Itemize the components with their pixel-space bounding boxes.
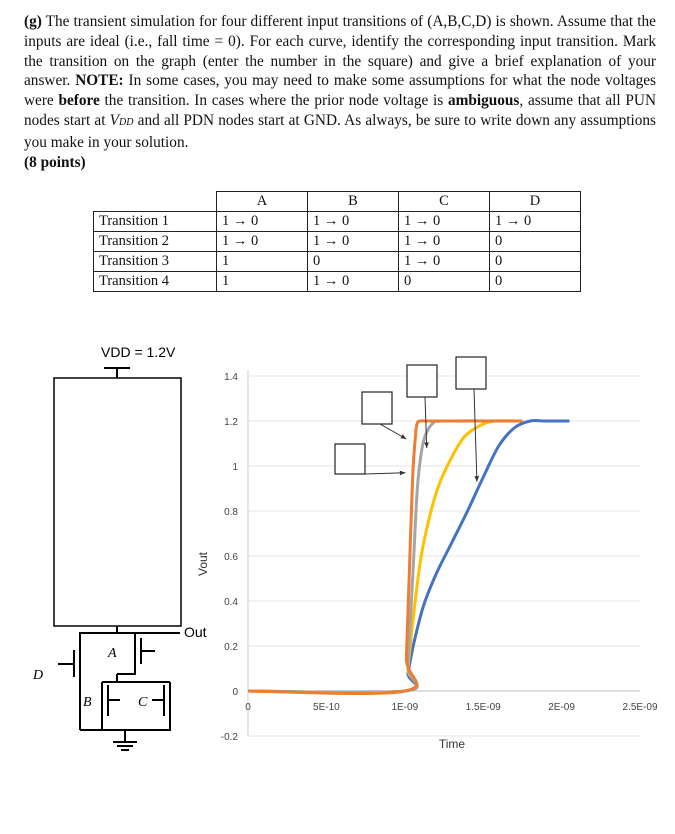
- problem-text-c: the transition. In cases where the prior node voltage is: [99, 92, 448, 110]
- callout-arrow: [474, 389, 477, 482]
- y-tick-label: 1.4: [224, 372, 238, 383]
- figure: [0, 330, 675, 810]
- x-tick-label: 2.5E-09: [622, 702, 658, 713]
- header-d: D: [490, 192, 581, 212]
- header-a: A: [217, 192, 308, 212]
- y-tick-label: 0.4: [224, 597, 238, 608]
- x-axis-label: Time: [438, 737, 466, 751]
- answer-box: [407, 365, 437, 397]
- series-line-yellow: [248, 421, 522, 693]
- answer-box: [335, 444, 365, 474]
- problem-text-d: , assume that all PUN nodes start at: [24, 92, 657, 129]
- vdd-symbol: VDD: [109, 111, 134, 129]
- y-tick-label: 1: [232, 462, 238, 473]
- x-tick-label: 0: [245, 702, 251, 713]
- series-line-gray: [248, 421, 522, 693]
- arrowhead-icon: [424, 442, 429, 448]
- answer-box: [362, 392, 392, 424]
- note-label: NOTE:: [75, 72, 124, 90]
- transient-chart: [196, 357, 658, 751]
- problem-text-a: The transient simulation for four different input transitions of (A,B,C,D) is shown. Assume that the inputs are ideal (i.e., fall time = 0). For each curve, identify the corresponding input transition. Mark the transition on the graph (enter the number in the square) and give a brief explanation of your answer.: [24, 13, 656, 90]
- y-tick-labels: [221, 372, 239, 743]
- transition-table: [93, 191, 581, 292]
- ambiguous-word: ambiguous: [447, 92, 520, 110]
- label-c: C: [138, 695, 148, 710]
- y-tick-label: -0.2: [220, 732, 238, 743]
- label-b: B: [83, 695, 92, 710]
- table-row: Transition 1 1 → 0 1 → 0 1 → 0 1 → 0: [94, 212, 581, 232]
- x-tick-label: 1E-09: [391, 702, 419, 713]
- series-line-orange: [248, 421, 522, 694]
- label-a: A: [108, 646, 117, 661]
- table-row: Transition 4 1 1 → 0 0 0: [94, 272, 581, 292]
- out-label: Out: [184, 624, 207, 640]
- x-tick-label: 1.5E-09: [465, 702, 501, 713]
- label-d: D: [33, 668, 44, 683]
- table-header-row: [94, 192, 581, 212]
- points-label: (8 points): [24, 153, 86, 171]
- header-b: B: [308, 192, 399, 212]
- x-tick-label: 2E-09: [548, 702, 575, 713]
- arrowhead-icon: [400, 471, 406, 476]
- x-tick-labels: [245, 702, 658, 713]
- before-word: before: [58, 92, 100, 110]
- problem-text-b: In some cases, you may need to make some assumptions for what the node voltages were: [24, 72, 656, 110]
- table-row: Transition 2 1 → 0 1 → 0 1 → 0 0: [94, 232, 581, 252]
- header-c: C: [399, 192, 490, 212]
- callout-arrow: [365, 473, 405, 474]
- x-tick-label: 5E-10: [313, 702, 340, 713]
- problem-label: (g): [24, 13, 42, 30]
- chart-series: [248, 421, 569, 694]
- table-row: Transition 3 1 0 1 → 0 0: [94, 252, 581, 272]
- circuit-schematic: [32, 344, 207, 750]
- problem-statement: [24, 12, 656, 172]
- y-tick-label: 0.8: [224, 507, 238, 518]
- chart-gridlines: [248, 370, 640, 736]
- arrowhead-icon: [474, 476, 479, 482]
- y-axis-label: Vout: [196, 551, 210, 577]
- pull-up-network-box: [54, 378, 181, 626]
- y-tick-label: 0.2: [224, 642, 238, 653]
- y-tick-label: 1.2: [224, 417, 238, 428]
- answer-box: [456, 357, 486, 389]
- y-tick-label: 0: [232, 687, 238, 698]
- vdd-label: VDD = 1.2V: [101, 344, 176, 360]
- problem-text-e: and all PDN nodes start at GND. As always, be sure to write down any assumptions you make in your solution.: [24, 111, 656, 151]
- y-tick-label: 0.6: [224, 552, 238, 563]
